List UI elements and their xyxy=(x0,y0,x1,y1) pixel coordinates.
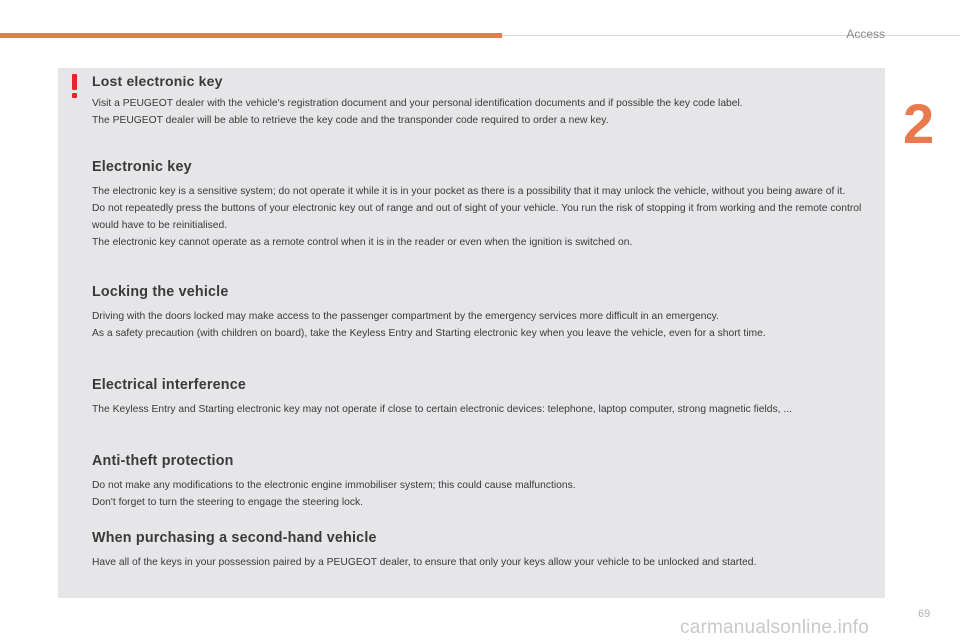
section-title: Electrical interference xyxy=(92,377,246,393)
section-electrical-interference xyxy=(92,377,877,418)
header-rule xyxy=(502,35,960,36)
section-paragraph: Driving with the doors locked may make access to the passenger compartment by the emergency services more difficult in an emergency. xyxy=(92,311,719,322)
warning-title: Lost electronic key xyxy=(92,73,223,89)
section-title: Electronic key xyxy=(92,159,192,175)
section-label: Access xyxy=(846,27,885,41)
section-paragraph: The electronic key cannot operate as a remote control when it is in the reader or even when the ignition is switched on. xyxy=(92,237,633,248)
section-locking-the-vehicle xyxy=(92,284,877,342)
exclamation-bar xyxy=(72,74,77,90)
warning-body xyxy=(92,95,877,129)
section-paragraph: Do not make any modifications to the electronic engine immobiliser system; this could cause malfunctions. xyxy=(92,480,576,491)
section-paragraph: As a safety precaution (with children on board), take the Keyless Entry and Starting electronic key when you leave the vehicle, even for a short time. xyxy=(92,328,766,339)
section-paragraph: Don't forget to turn the steering to engage the steering lock. xyxy=(92,497,363,508)
header-accent-bar xyxy=(0,33,502,38)
exclamation-icon xyxy=(70,74,80,98)
section-paragraph: The electronic key is a sensitive system; do not operate it while it is in your pocket as there is a possibility that it may unlock the vehicle, without you being aware of it. xyxy=(92,186,846,197)
page-number: 69 xyxy=(918,608,931,620)
section-paragraph: Have all of the keys in your possession paired by a PEUGEOT dealer, to ensure that only your keys allow your vehicle to be unlocked and started. xyxy=(92,557,757,568)
chapter-number: 2 xyxy=(903,92,935,155)
section-electronic-key xyxy=(92,159,877,251)
section-title: Locking the vehicle xyxy=(92,284,229,300)
watermark-text: carmanualsonline.info xyxy=(680,617,870,638)
warning-paragraph: The PEUGEOT dealer will be able to retrieve the key code and the transponder code required to order a new key. xyxy=(92,115,609,126)
section-paragraph: The Keyless Entry and Starting electronic key may not operate if close to certain electronic devices: telephone, laptop computer, strong magnetic fields, ... xyxy=(92,404,792,415)
exclamation-dot xyxy=(72,93,77,98)
section-title: When purchasing a second-hand vehicle xyxy=(92,530,377,546)
content-panel xyxy=(58,68,885,598)
warning-paragraph: Visit a PEUGEOT dealer with the vehicle's registration document and your personal identification documents and if possible the key code label. xyxy=(92,98,743,109)
section-paragraph: Do not repeatedly press the buttons of your electronic key out of range and out of sight of your vehicle. You run the risk of stopping it from working and the remote control would have to be reinitialised. xyxy=(92,203,862,231)
section-title: Anti-theft protection xyxy=(92,453,234,469)
section-second-hand-vehicle xyxy=(92,530,877,571)
section-anti-theft-protection xyxy=(92,453,877,511)
